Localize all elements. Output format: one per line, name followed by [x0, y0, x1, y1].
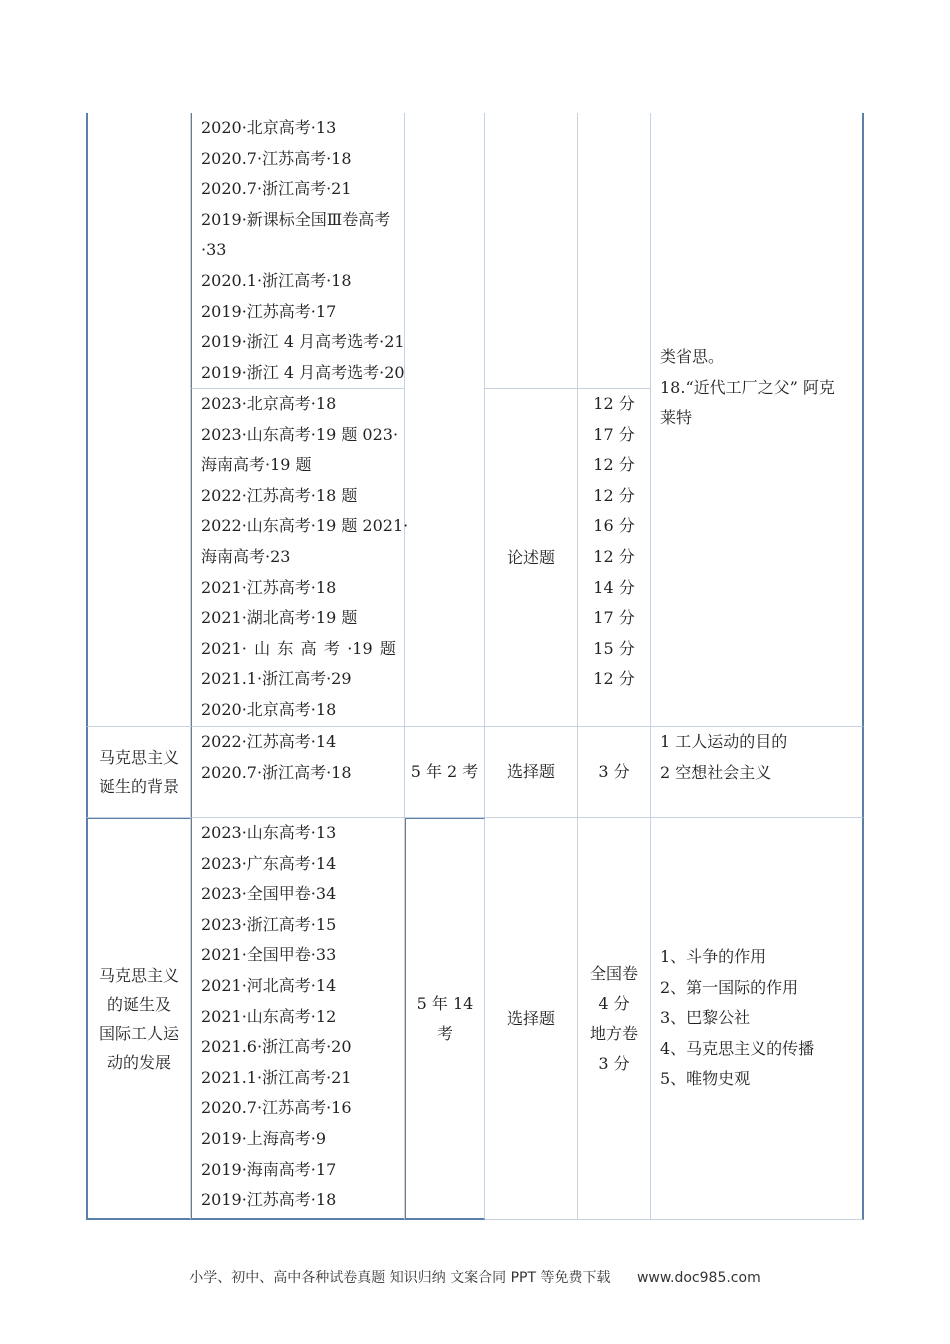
s1-topic-cell	[86, 113, 191, 727]
s3-year-line: 2019·江苏高考·18	[201, 1190, 337, 1210]
page-footer	[0, 1267, 950, 1287]
s2-topic-line: 诞生的背景	[98, 777, 179, 796]
s3-score-cell	[578, 818, 651, 1220]
s3-score-line: 地方卷	[589, 1023, 638, 1043]
s3-year-line: 2023·广东高考·14	[201, 853, 337, 873]
s1-score: 12 分	[593, 669, 635, 689]
s3-topic-line: 马克思主义	[98, 965, 179, 985]
s1-score: 14 分	[593, 577, 635, 597]
s3-points-cell	[651, 818, 864, 1220]
s1-year-line: 2022·江苏高考·18 题	[201, 485, 358, 505]
s3-year-line: 2019·海南高考·17	[201, 1159, 337, 1179]
s1-year-line: 2019·浙江 4 月高考选考·20	[201, 362, 405, 382]
s2-point-line: 2 空想社会主义	[660, 762, 772, 782]
s1-year-line: 2023·山东高考·19 题 023·	[201, 424, 399, 444]
s1-years-cell-b	[191, 389, 409, 727]
s1-type-label: 论述题	[506, 547, 555, 567]
s1-year-line: 2020·北京高考·18	[201, 699, 337, 719]
s1-year-line: 2019·江苏高考·17	[201, 301, 337, 321]
footer-text: 小学、初中、高中各种试卷真题 知识归纳 文案合同 PPT 等免费下载	[189, 1270, 611, 1286]
s1-year-line: 2021·江苏高考·18	[201, 577, 337, 597]
s3-year-line: 2021·山东高考·12	[201, 1006, 337, 1026]
s3-year-line: 2023·浙江高考·15	[201, 914, 337, 934]
s3-year-line: 2021.6·浙江高考·20	[201, 1037, 352, 1057]
s1-score-cell-a	[578, 113, 651, 389]
s1-spread-seg: 考	[323, 638, 340, 658]
s3-year-line: 2021.1·浙江高考·21	[201, 1067, 352, 1087]
s3-topic-cell	[86, 818, 191, 1220]
s3-years-cell	[191, 818, 405, 1220]
s1-type-cell-b	[485, 389, 578, 727]
s2-year-line: 2022·江苏高考·14	[201, 732, 337, 751]
s1-score: 15 分	[593, 638, 635, 658]
s1-years-cell-a	[191, 113, 405, 389]
s3-topic-line: 国际工人运	[98, 1023, 179, 1043]
s3-type: 选择题	[506, 1008, 555, 1028]
s1-year-line: 2021.1·浙江高考·29	[201, 669, 352, 689]
s1-spread-seg: ·19	[347, 638, 373, 658]
s1-year-line: 海南高考·23	[201, 546, 291, 566]
s3-type-cell	[485, 818, 578, 1220]
exam-table	[86, 113, 864, 1220]
s2-point-line: 1 工人运动的目的	[660, 732, 788, 751]
s3-point-line: 1、斗争的作用	[660, 947, 767, 967]
s1-spread-seg: 高	[300, 638, 317, 658]
s2-score: 3 分	[598, 762, 630, 781]
s3-score-line: 4 分	[598, 993, 630, 1013]
s1-freq-cell	[405, 113, 485, 727]
s3-year-line: 2019·上海高考·9	[201, 1128, 327, 1148]
s1-year-line: 海南高考·19 题	[201, 455, 312, 475]
s1-score: 12 分	[593, 394, 635, 413]
s3-topic-line: 动的发展	[106, 1052, 171, 1072]
s2-type-cell	[485, 727, 578, 818]
s1-year-line: 2019·浙江 4 月高考选考·21	[201, 332, 405, 352]
s1-score: 17 分	[593, 608, 635, 628]
s3-score-line: 3 分	[598, 1053, 630, 1073]
s1-year-line: 2020.1·浙江高考·18	[201, 270, 352, 290]
s3-point-line: 4、马克思主义的传播	[660, 1038, 815, 1058]
s2-topic-line: 马克思主义	[98, 748, 179, 767]
s3-point-line: 2、第一国际的作用	[660, 977, 799, 997]
s1-type-cell-a	[485, 113, 578, 389]
s1-spread-seg: 2021·	[201, 638, 247, 658]
s1-spread-seg: 东	[277, 638, 294, 658]
s3-year-line: 2023·山东高考·13	[201, 823, 337, 842]
s2-topic-cell	[86, 727, 191, 818]
s2-freq-cell	[405, 727, 485, 818]
s3-freq-line: 考	[436, 1023, 453, 1043]
s1-year-line: 2020.7·江苏高考·18	[201, 148, 352, 168]
s1-point-line: 类省思。	[660, 347, 725, 366]
s3-point-line: 5、唯物史观	[660, 1069, 751, 1089]
footer-url[interactable]: www.doc985.com	[636, 1270, 761, 1286]
s2-type: 选择题	[506, 762, 555, 781]
s1-year-line: ·33	[201, 240, 227, 260]
s1-score-cell-b	[578, 389, 651, 727]
s1-year-line: 2019·新课标全国Ⅲ卷高考	[201, 209, 391, 229]
s1-year-line: 2021·湖北高考·19 题	[201, 608, 358, 628]
s1-year-line: 2022·山东高考·19 题 2021·	[201, 516, 409, 536]
s1-point-line: 莱特	[660, 408, 693, 428]
s1-point-line: 18.“近代工厂之父” 阿克	[660, 377, 835, 397]
s2-points-cell	[651, 727, 864, 818]
s1-score: 12 分	[593, 485, 635, 505]
s1-year-line: 2020.7·浙江高考·21	[201, 179, 352, 199]
s1-spread-seg: 题	[379, 638, 396, 658]
s1-score: 17 分	[593, 424, 635, 444]
s2-freq: 5 年 2 考	[410, 762, 479, 781]
s3-score-line: 全国卷	[589, 963, 638, 983]
s2-year-line: 2020.7·浙江高考·18	[201, 762, 352, 782]
s2-years-cell	[191, 727, 405, 818]
s1-year-line: 2023·北京高考·18	[201, 394, 337, 413]
s1-spread-seg: 山	[254, 638, 271, 658]
s3-year-line: 2023·全国甲卷·34	[201, 884, 337, 904]
s2-score-cell	[578, 727, 651, 818]
s3-year-line: 2020.7·江苏高考·16	[201, 1098, 352, 1118]
s1-score: 16 分	[593, 516, 635, 536]
s3-point-line: 3、巴黎公社	[660, 1008, 751, 1028]
s3-topic-line: 的诞生及	[106, 994, 171, 1014]
s1-year-line-justified	[192, 634, 404, 665]
s1-score: 12 分	[593, 546, 635, 566]
s1-score: 12 分	[593, 455, 635, 475]
s3-year-line: 2021·河北高考·14	[201, 975, 337, 995]
s3-freq-line: 5 年 14	[416, 993, 474, 1013]
s1-year-line: 2020·北京高考·13	[201, 118, 337, 137]
s1-points-cell	[651, 113, 864, 727]
s3-freq-cell	[405, 818, 485, 1220]
s3-year-line: 2021·全国甲卷·33	[201, 945, 337, 965]
